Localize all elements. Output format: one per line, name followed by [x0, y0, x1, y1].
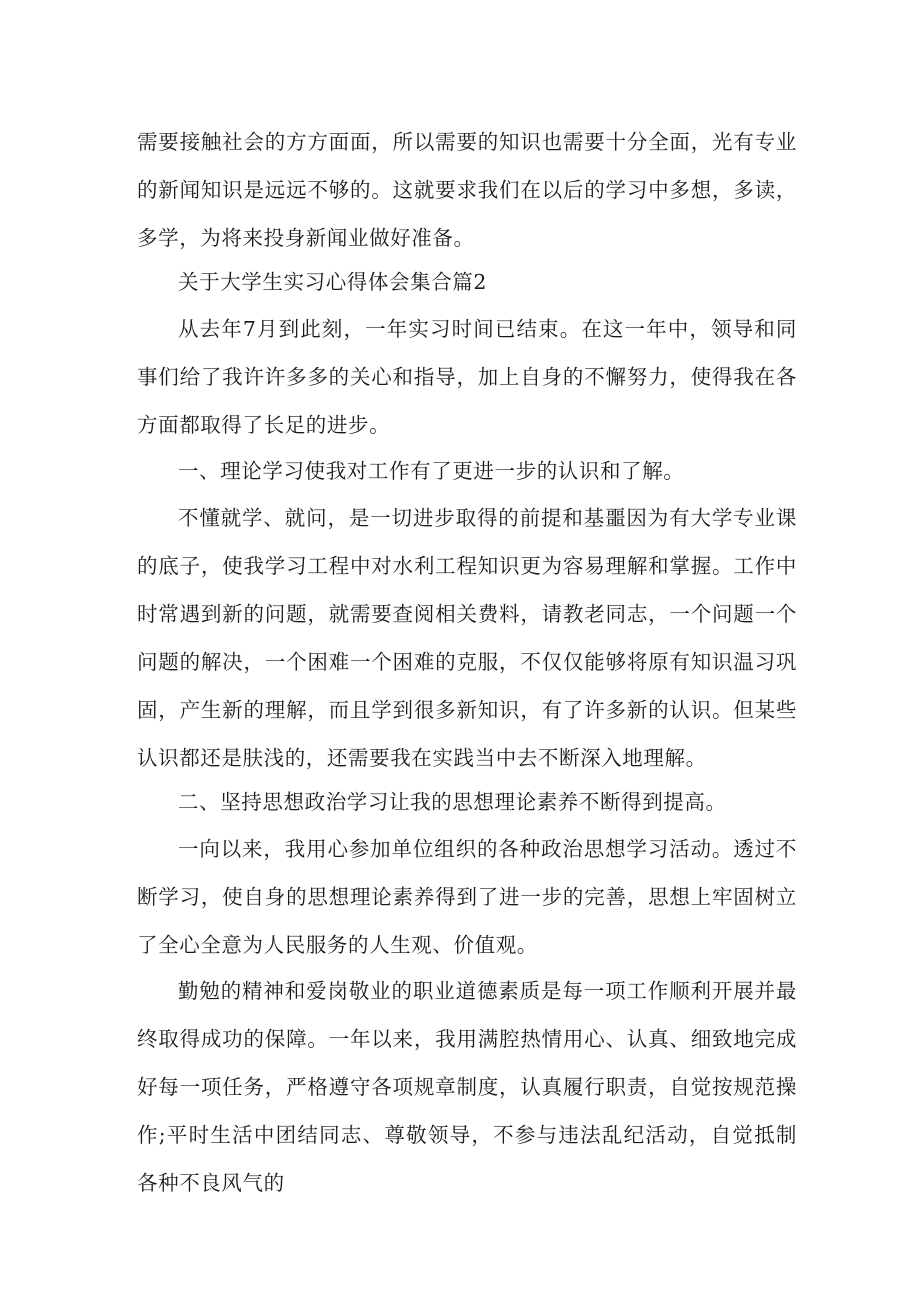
subheading-theory: 一、理论学习使我对工作有了更进一步的认识和了解。: [178, 459, 685, 483]
paragraph-theory: 不懂就学、就问，是一切进步取得的前提和基噩因为有大学专业课的底子，使我学习工程中对水利工程知识更为容易理解和掌握。工作中时常遇到新的问题，就需要查阅相关费料，请教老同志，一个问题一个问题的解决，一个困难一个困难的克服，不仅仅能够将原有知识温习巩固，产生新的理解，而且学到很多新知识，有了许多新的认识。但某些认识都还是肤浅的，还需要我在实践当中去不断深入地理解。: [137, 506, 797, 770]
paragraph-ethics: 勤勉的精神和爱岗敬业的职业道德素质是每一项工作顺利开展并最终取得成功的保障。一年以来，我用满腔热情用心、认真、细致地完成好每一项任务，严格遵守各项规章制度，认真履行职责，自觉按规范操作;平时生活中团结同志、尊敬领导，不参与违法乱纪活动，自觉抵制各种不良风气的: [137, 979, 797, 1195]
paragraph-intro: 从去年7月到此刻，一年实习时间已结束。在这一年中，领导和同事们给了我许许多多的关心和指导，加上自身的不懈努力，使得我在各方面都取得了长足的进步。: [137, 317, 797, 437]
subheading-politics: 二、坚持思想政治学习让我的思想理论素养不断得到提高。: [178, 790, 727, 814]
paragraph-politics: 一向以来，我用心参加单位组织的各种政治思想学习活动。透过不断学习，使自身的思想理论素养得到了进一步的完善，思想上牢固树立了全心全意为人民服务的人生观、价值观。: [137, 837, 797, 957]
paragraph-continuation: 需要接触社会的方方面面，所以需要的知识也需要十分全面，光有专业的新闻知识是远远不够的。这就要求我们在以后的学习中多想，多读，多学，为将来投身新闻业做好准备。: [137, 130, 797, 250]
section-heading: 关于大学生实习心得体会集合篇2: [178, 270, 488, 294]
